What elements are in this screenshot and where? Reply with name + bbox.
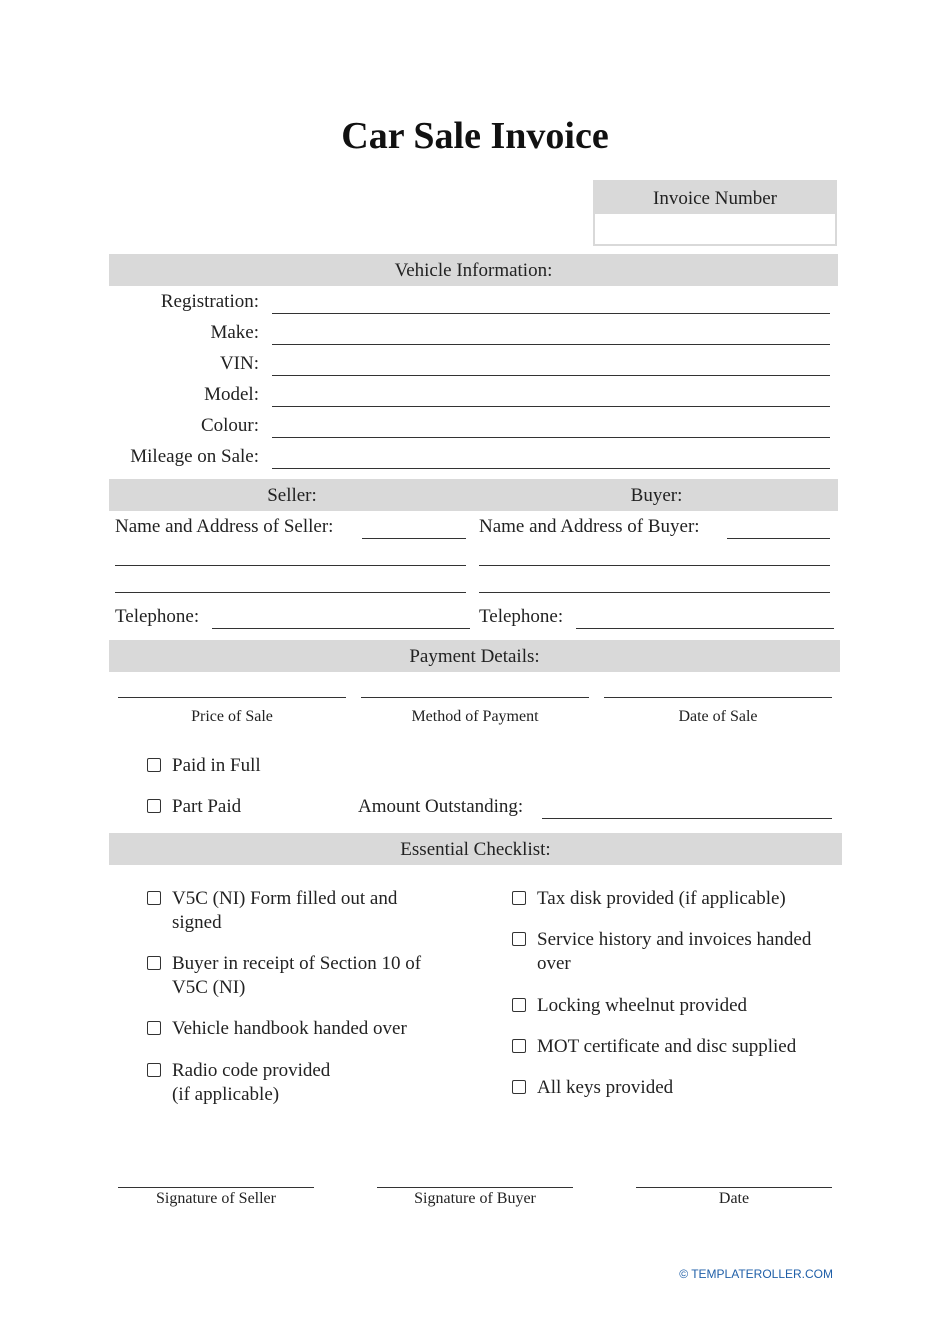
seller-address-line-2[interactable] <box>115 592 466 593</box>
method-of-payment-caption: Method of Payment <box>411 708 539 725</box>
wheelnut-checkbox[interactable] <box>512 998 526 1012</box>
radio-code-checkbox[interactable] <box>147 1063 161 1077</box>
make-field[interactable] <box>272 344 830 345</box>
service-history-checkbox[interactable] <box>512 932 526 946</box>
mileage-field[interactable] <box>272 468 830 469</box>
payment-heading: Payment Details: <box>109 640 840 672</box>
buyer-signature-field[interactable] <box>377 1187 573 1188</box>
tax-disk-checkbox[interactable] <box>512 891 526 905</box>
buyer-address-line-2[interactable] <box>479 592 830 593</box>
colour-label: Colour: <box>200 415 259 436</box>
registration-field[interactable] <box>272 313 830 314</box>
method-of-payment-field[interactable] <box>361 697 589 698</box>
seller-heading: Seller: <box>267 485 317 506</box>
buyer-name-label: Name and Address of Buyer: <box>479 516 700 537</box>
seller-phone-field[interactable] <box>212 628 470 629</box>
price-of-sale-caption: Price of Sale <box>191 708 273 725</box>
buyer-signature-caption: Signature of Buyer <box>414 1190 536 1207</box>
paid-in-full-checkbox[interactable] <box>147 758 161 772</box>
checklist-heading: Essential Checklist: <box>109 833 842 865</box>
amount-outstanding-label: Amount Outstanding: <box>358 796 524 817</box>
part-paid-label: Part Paid <box>172 796 242 817</box>
buyer-name-field[interactable] <box>727 538 830 539</box>
invoice-number-label: Invoice Number <box>595 182 835 214</box>
part-paid-checkbox[interactable] <box>147 799 161 813</box>
seller-phone-label: Telephone: <box>115 606 200 627</box>
footer-credit[interactable]: © TEMPLATEROLLER.COM <box>679 1267 833 1281</box>
signature-date-caption: Date <box>718 1190 750 1207</box>
all-keys-label: All keys provided <box>537 1077 674 1098</box>
wheelnut-label: Locking wheelnut provided <box>537 995 748 1016</box>
invoice-number-field[interactable] <box>595 214 835 244</box>
mot-certificate-label: MOT certificate and disc supplied <box>537 1036 797 1057</box>
vin-field[interactable] <box>272 375 830 376</box>
signature-date-field[interactable] <box>636 1187 832 1188</box>
buyer-address-line-1[interactable] <box>479 565 830 566</box>
seller-signature-caption: Signature of Seller <box>156 1190 276 1207</box>
radio-code-label: Radio code provided (if applicable) <box>172 1060 331 1105</box>
date-of-sale-caption: Date of Sale <box>678 708 758 725</box>
price-of-sale-field[interactable] <box>118 697 346 698</box>
invoice-number-box <box>593 180 837 246</box>
model-label: Model: <box>204 384 259 405</box>
section-10-checkbox[interactable] <box>147 956 161 970</box>
mot-certificate-checkbox[interactable] <box>512 1039 526 1053</box>
buyer-phone-field[interactable] <box>576 628 834 629</box>
handbook-checkbox[interactable] <box>147 1021 161 1035</box>
buyer-heading: Buyer: <box>630 485 683 506</box>
colour-field[interactable] <box>272 437 830 438</box>
seller-signature-field[interactable] <box>118 1187 314 1188</box>
handbook-label: Vehicle handbook handed over <box>172 1018 407 1039</box>
page-title: Car Sale Invoice <box>341 115 609 157</box>
v5c-form-checkbox[interactable] <box>147 891 161 905</box>
make-label: Make: <box>210 322 259 343</box>
service-history-label: Service history and invoices handed over <box>537 929 812 974</box>
v5c-form-label: V5C (NI) Form filled out and signed <box>172 888 398 933</box>
section-10-label: Buyer in receipt of Section 10 of V5C (NI) <box>172 953 422 998</box>
all-keys-checkbox[interactable] <box>512 1080 526 1094</box>
seller-name-field[interactable] <box>362 538 466 539</box>
buyer-phone-label: Telephone: <box>479 606 564 627</box>
date-of-sale-field[interactable] <box>604 697 832 698</box>
tax-disk-label: Tax disk provided (if applicable) <box>537 888 786 909</box>
vin-label: VIN: <box>219 353 259 374</box>
model-field[interactable] <box>272 406 830 407</box>
seller-address-line-1[interactable] <box>115 565 466 566</box>
registration-label: Registration: <box>160 291 259 312</box>
paid-in-full-label: Paid in Full <box>172 755 261 776</box>
amount-outstanding-field[interactable] <box>542 818 832 819</box>
mileage-label: Mileage on Sale: <box>130 446 259 467</box>
vehicle-info-heading: Vehicle Information: <box>109 254 838 286</box>
seller-name-label: Name and Address of Seller: <box>115 516 334 537</box>
